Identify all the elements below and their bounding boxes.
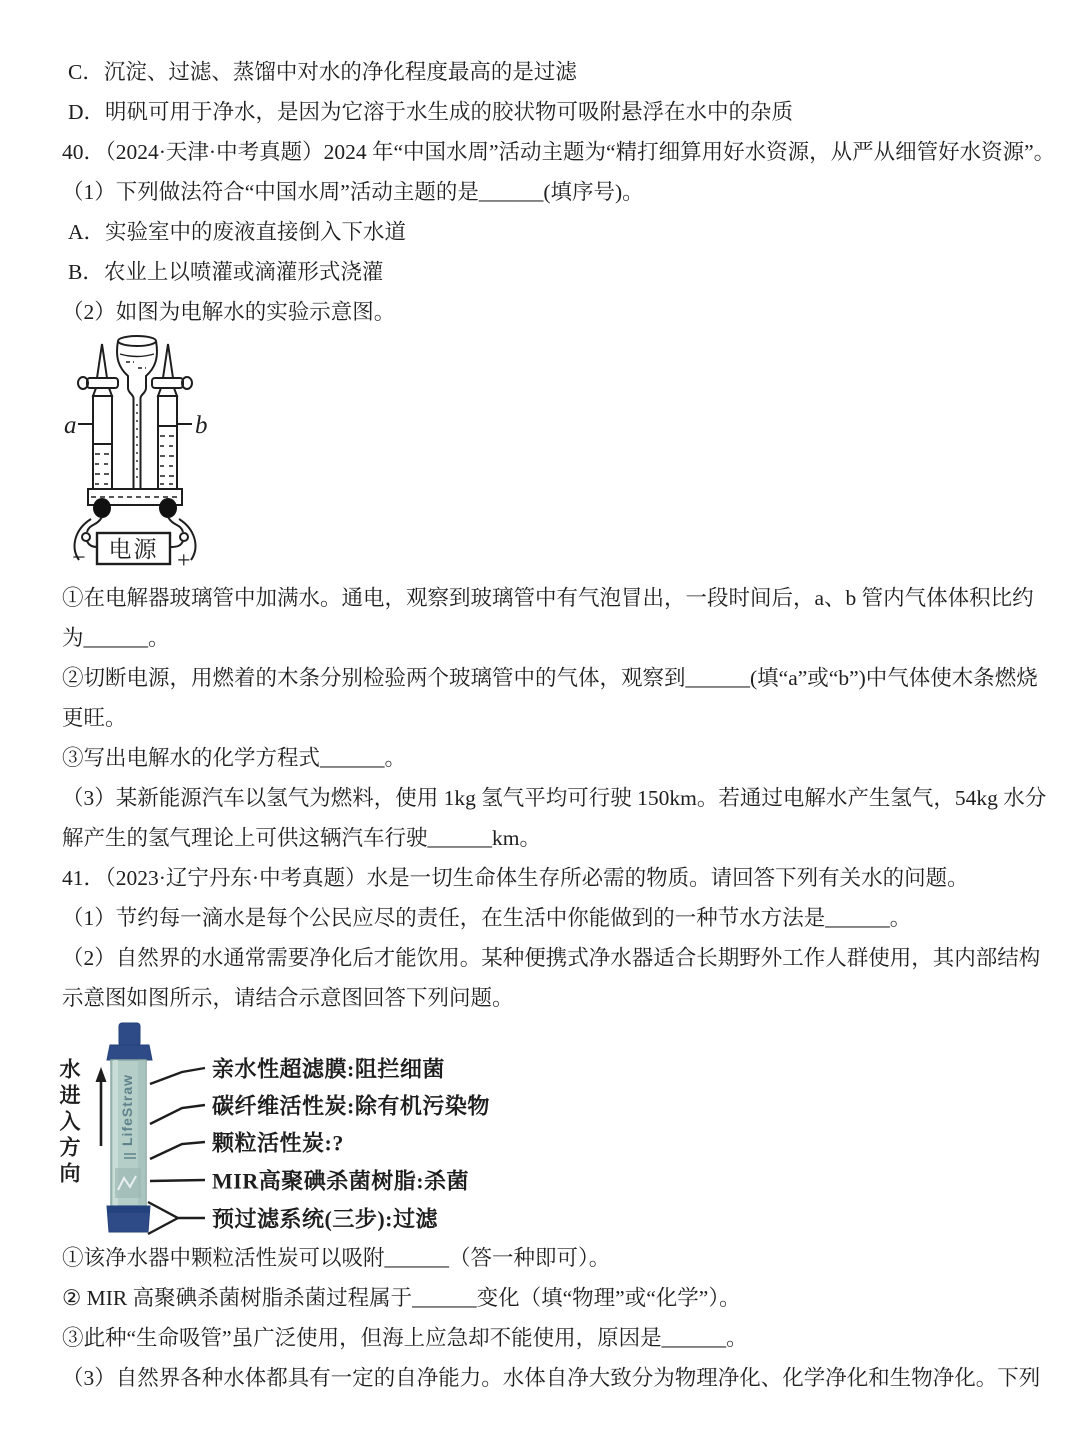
q40-part3-line2: 解产生的氢气理论上可供这辆汽车行驶______km。 bbox=[62, 826, 541, 850]
electrolysis-diagram bbox=[60, 332, 275, 578]
q40-option-b: B．农业上以喷灌或滴灌形式浇灌 bbox=[68, 260, 384, 284]
flow-arrow-icon bbox=[96, 1067, 107, 1146]
water-flow-direction-label: 水进入方向 bbox=[57, 1058, 81, 1188]
positive-terminal-label: + bbox=[177, 548, 191, 574]
q40-step1-line2: 为______。 bbox=[62, 626, 170, 650]
question-40-stem: 40．（2024·天津·中考真题）2024 年“中国水周”活动主题为“精打细算用好水资源，从严从细管好水资源”。 bbox=[62, 140, 1056, 164]
q41-part1: （1）节约每一滴水是每个公民应尽的责任，在生活中你能做到的一种节水方法是______。 bbox=[62, 906, 912, 930]
q40-step2-line2: 更旺。 bbox=[62, 706, 127, 730]
q41-sub2: ② MIR 高聚碘杀菌树脂杀菌过程属于______变化（填“物理”或“化学”）。 bbox=[62, 1286, 741, 1310]
option-d: D．明矾可用于净水，是因为它溶于水生成的胶状物可吸附悬浮在水中的杂质 bbox=[68, 100, 794, 124]
connector-base bbox=[88, 489, 182, 518]
q40-part3-line1: （3）某新能源汽车以氢气为燃料，使用 1kg 氢气平均可行驶 150km。若通过电解水产生氢气，54kg 水分 bbox=[62, 786, 1047, 810]
q40-step3: ③写出电解水的化学方程式______。 bbox=[62, 746, 407, 770]
q40-part1: （1）下列做法符合“中国水周”活动主题的是______(填序号)。 bbox=[62, 180, 644, 204]
power-supply-label: 电源 bbox=[108, 537, 159, 562]
filter-figure bbox=[57, 1018, 1022, 1238]
funnel-tube bbox=[117, 336, 157, 489]
tube-a bbox=[78, 344, 118, 489]
annotation-carbon-fiber: 碳纤维活性炭:除有机污染物 bbox=[212, 1093, 490, 1119]
q41-part2-line2: 示意图如图所示，请结合示意图回答下列问题。 bbox=[62, 986, 514, 1010]
question-41-stem: 41．（2023·辽宁丹东·中考真题）水是一切生命体生存所必需的物质。请回答下列有关水的问题。 bbox=[62, 866, 969, 890]
tube-b-label: b bbox=[195, 412, 208, 439]
q41-sub3: ③此种“生命吸管”虽广泛使用，但海上应急却不能使用，原因是______。 bbox=[62, 1326, 748, 1350]
q40-option-a: A．实验室中的废液直接倒入下水道 bbox=[68, 220, 407, 244]
annotation-prefilter: 预过滤系统(三步):过滤 bbox=[212, 1206, 438, 1232]
q41-part3: （3）自然界各种水体都具有一定的自净能力。水体自净大致分为物理净化、化学净化和生物净化。下列 bbox=[62, 1366, 1041, 1390]
negative-terminal-label: − bbox=[72, 545, 86, 571]
q40-step1-line1: ①在电解器玻璃管中加满水。通电，观察到玻璃管中有气泡冒出，一段时间后，a、b 管内气体体积比约 bbox=[62, 586, 1034, 610]
tube-b bbox=[152, 344, 192, 489]
q41-sub1: ①该净水器中颗粒活性炭可以吸附______（答一种即可）。 bbox=[62, 1246, 611, 1270]
annotation-mir-resin: MIR高聚碘杀菌树脂:杀菌 bbox=[212, 1168, 470, 1194]
electrolysis-figure bbox=[62, 332, 1022, 578]
option-c: C．沉淀、过滤、蒸馏中对水的净化程度最高的是过滤 bbox=[68, 60, 577, 84]
q40-step2-line1: ②切断电源，用燃着的木条分别检验两个玻璃管中的气体，观察到______(填“a”或“b”)中气体使木条燃烧 bbox=[62, 666, 1038, 690]
leader-lines bbox=[148, 1068, 205, 1234]
annotation-granular-carbon: 颗粒活性炭:? bbox=[212, 1130, 344, 1156]
filter-straw bbox=[107, 1023, 152, 1232]
tube-a-label: a bbox=[64, 412, 77, 439]
power-supply bbox=[97, 533, 170, 564]
brand-text: LifeStraw bbox=[119, 1073, 135, 1146]
annotation-ultrafiltration-membrane: 亲水性超滤膜:阻拦细菌 bbox=[212, 1056, 445, 1082]
q41-part2-line1: （2）自然界的水通常需要净化后才能饮用。某种便携式净水器适合长期野外工作人群使用，其内部结构 bbox=[62, 946, 1041, 970]
q40-part2: （2）如图为电解水的实验示意图。 bbox=[62, 300, 396, 324]
